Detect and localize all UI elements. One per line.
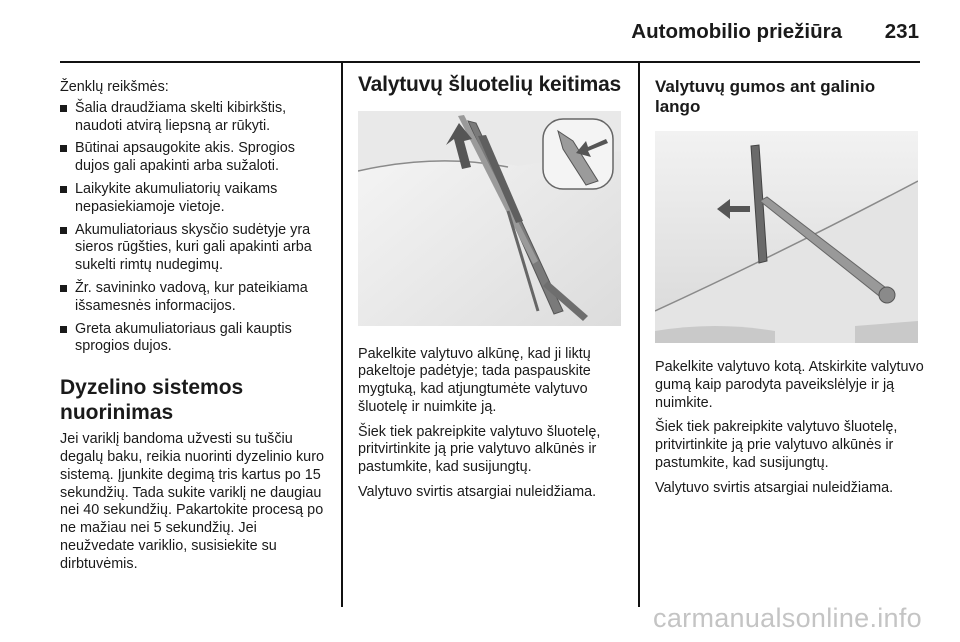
bullet-square-icon	[60, 227, 67, 234]
bullet-square-icon	[60, 186, 67, 193]
list-item: Žr. savininko vadovą, kur pateikiama išsamesnės informacijos.	[60, 280, 330, 316]
list-item: Laikykite akumuliatorių vaikams nepasiekiamoje vietoje.	[60, 181, 330, 217]
page-number: 231	[884, 20, 919, 43]
column-divider-right	[638, 62, 640, 607]
list-item: Šalia draudžiama skelti kibirkštis, naudoti atvirą liepsną ar rūkyti.	[60, 100, 330, 136]
rear-wiper-step-3: Valytuvo svirtis atsargiai nuleidžiama.	[655, 479, 894, 496]
windshield-wiper-illustration-icon	[358, 111, 621, 326]
bullet-square-icon	[60, 285, 67, 292]
middle-column	[358, 73, 628, 509]
wiper-blade-step-2: Šiek tiek pakreipkite valytuvo šluotelę, pritvirtinkite ją prie valytuvo alkūnės ir pastumkite, kad susijungtų.	[358, 423, 601, 476]
diesel-bleeding-text: Jei variklį bandoma užvesti su tuščiu degalų baku, reikia nuorinti dyzelinio kuro sistemą. Įjunkite degimą tris kartus po 15 sekundžių. Tada sukite variklį ne daugiau nei 40 sekundžių. Pakartokite procesą po ne mažiau nei 5 sekundžių. Jei neužvedate variklio, susisiekite su dirbtuvėmis.	[60, 431, 324, 572]
header-title: Automobilio priežiūra	[631, 20, 842, 43]
bullet-square-icon	[60, 105, 67, 112]
symbol-meanings-list	[60, 100, 330, 356]
page-header	[0, 0, 960, 62]
rear-wiper-step-1: Pakelkite valytuvo kotą. Atskirkite valytuvo gumą kaip parodyta paveikslėlyje ir ją nuimkite.	[655, 359, 924, 411]
column-divider-left	[341, 62, 343, 607]
wiper-blade-step-3: Valytuvo svirtis atsargiai nuleidžiama.	[358, 484, 597, 501]
diesel-bleeding-heading: Dyzelino sistemos nuorinimas	[60, 376, 244, 424]
list-item: Greta akumuliatoriaus gali kauptis sprogios dujos.	[60, 321, 330, 357]
right-column	[655, 77, 925, 505]
wiper-blade-step-1: Pakelkite valytuvo alkūnę, kad ji liktų pakeltoje padėtyje; tada paspauskite mygtuką, kad atjungtumėte valytuvo šluotelę ir nuimkite ją.	[358, 345, 591, 415]
bullet-square-icon	[60, 145, 67, 152]
left-column	[60, 79, 330, 574]
rear-wiper-heading: Valytuvų gumos ant galinio lango	[655, 77, 876, 116]
bullet-square-icon	[60, 326, 67, 333]
rear-wiper-illustration-icon	[655, 131, 918, 343]
wiper-blade-heading: Valytuvų šluotelių keitimas	[358, 73, 622, 96]
rear-wiper-step-2: Šiek tiek pakreipkite valytuvo šluotelę, pritvirtinkite ją prie valytuvo alkūnės ir pastumkite, kad susijungtų.	[655, 419, 898, 471]
watermark-text: carmanualsonline.info	[653, 603, 922, 633]
list-item: Būtinai apsaugokite akis. Sprogios dujos gali apakinti arba sužaloti.	[60, 140, 330, 176]
list-item: Akumuliatoriaus skysčio sudėtyje yra sieros rūgšties, kuri gali apakinti arba sukelti rimtų nudegimų.	[60, 222, 330, 275]
symbol-meanings-intro: Ženklų reikšmės:	[60, 79, 169, 95]
header-rule	[60, 61, 920, 63]
